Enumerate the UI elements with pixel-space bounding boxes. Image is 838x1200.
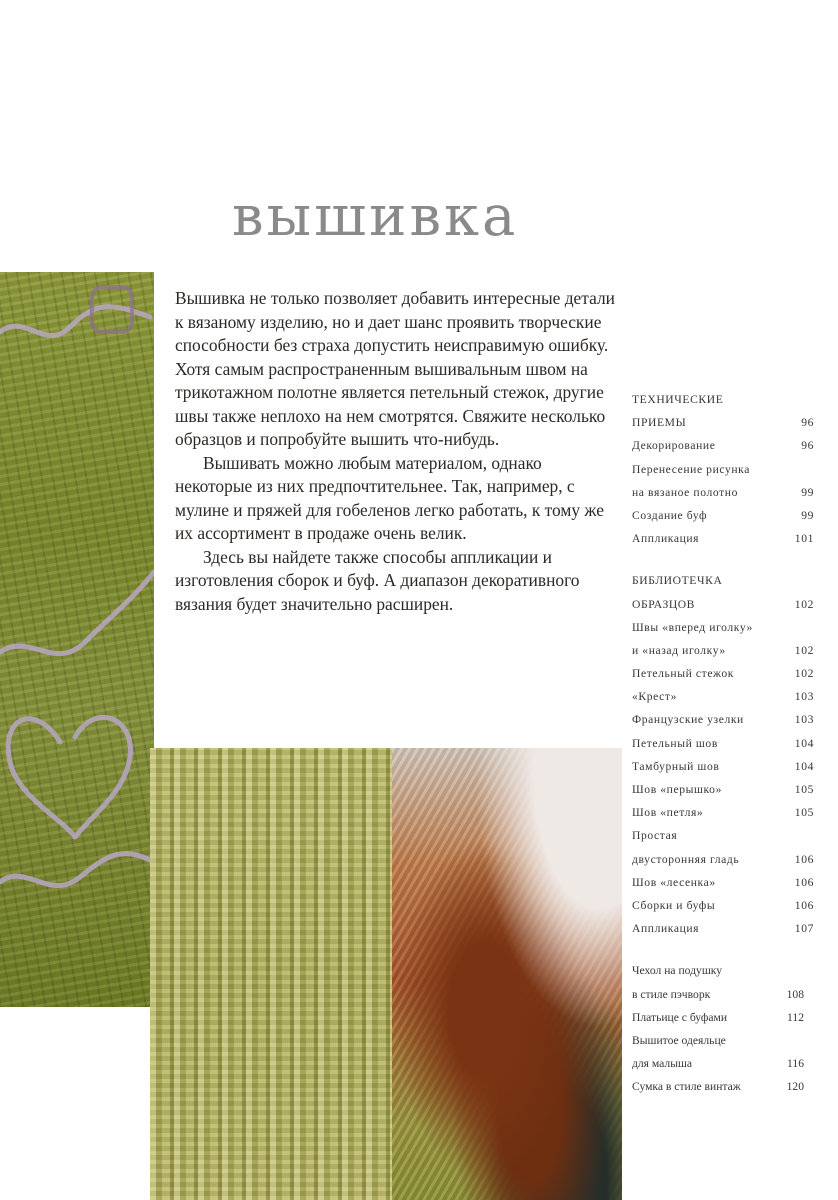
toc-section-projects — [632, 959, 804, 1098]
sage-cable-knit-photo — [150, 748, 392, 1200]
toc-entry-page: 107 — [794, 922, 814, 936]
rust-embroidery-closeup-photo — [392, 748, 622, 1200]
toc-entry-label: для малыша — [632, 1057, 693, 1071]
intro-text — [175, 287, 615, 616]
toc-entry-page: 104 — [794, 736, 814, 750]
toc-entry[interactable] — [632, 983, 804, 1006]
toc-entry-page — [808, 569, 814, 592]
toc-entry-page: 96 — [801, 416, 814, 430]
toc-entry-page — [808, 458, 814, 481]
wave-stitch-line-mid — [0, 572, 154, 654]
toc-entry-label: на вязаное полотно — [632, 485, 738, 499]
toc-entry-page: 102 — [794, 643, 814, 657]
toc-entry-page: 101 — [794, 532, 814, 546]
toc-entry-label: Тамбурный шов — [632, 759, 720, 773]
toc-entry[interactable] — [632, 732, 814, 755]
toc-entry-page: 103 — [794, 713, 814, 727]
toc-entry[interactable] — [632, 917, 814, 940]
embroidered-hearts-illustration — [0, 272, 154, 1007]
toc-entry-label: Перенесение рисунка — [632, 462, 750, 476]
toc-entry-label: Швы «вперед иголку» — [632, 620, 753, 634]
toc-entry[interactable] — [632, 685, 814, 708]
toc-entry-label: Французские узелки — [632, 713, 744, 727]
intro-paragraph-1: Вышивка не только позволяет добавить интересные детали к вязаному изделию, но и дает шанс проявить творческие способности без страха допустить неисправимую ошибку. Хотя самым распространенным вышивальным швом на трикотажном полотне является петельный стежок, другие швы также неплохо на нем смотрятся. Свяжите несколько образцов и попробуйте вышить что-нибудь. — [175, 288, 615, 449]
toc-entry-page — [808, 824, 814, 847]
intro-paragraph-2: Вышивать можно любым материалом, однако некоторые из них предпочтительнее. Так, например, с мулине и пряжей для гобеленов легко работать, к тому же их ассортимент в продаже очень велик. — [175, 452, 604, 543]
toc-entry[interactable] — [632, 504, 814, 527]
toc-entry-page — [808, 616, 814, 639]
toc-entry[interactable] — [632, 527, 814, 550]
toc-entry[interactable] — [632, 662, 814, 685]
toc-entry[interactable] — [632, 458, 814, 481]
toc-section-library — [632, 569, 814, 940]
toc-entry-page: 106 — [794, 852, 814, 866]
toc-entry[interactable] — [632, 388, 814, 411]
toc-entry-page: 103 — [794, 690, 814, 704]
toc-entry-page — [798, 1029, 804, 1052]
toc-entry-page: 106 — [794, 875, 814, 889]
page-title: вышивка — [232, 184, 519, 249]
toc-entry-label: Шов «петля» — [632, 806, 704, 820]
toc-entry-label: ОБРАЗЦОВ — [632, 597, 696, 611]
toc-entry[interactable] — [632, 481, 814, 504]
toc-entry[interactable] — [632, 848, 814, 871]
toc-entry-label: Шов «лесенка» — [632, 875, 716, 889]
toc-entry-page: 102 — [794, 597, 814, 611]
toc-entry-page: 102 — [794, 667, 814, 681]
toc-entry[interactable] — [632, 639, 814, 662]
toc-section-techniques — [632, 388, 814, 550]
toc-entry[interactable] — [632, 824, 814, 847]
wave-stitch-line-bottom — [0, 854, 154, 886]
toc-entry-label: двусторонняя гладь — [632, 852, 740, 866]
toc-entry[interactable] — [632, 434, 814, 457]
toc-entry-page: 99 — [801, 485, 814, 499]
toc-entry[interactable] — [632, 569, 814, 592]
toc-entry-label: Простая — [632, 829, 678, 843]
toc-entry-page: 116 — [787, 1057, 804, 1071]
toc-entry-label: Петельный шов — [632, 736, 718, 750]
toc-entry-label: ТЕХНИЧЕСКИЕ — [632, 393, 724, 406]
toc-entry[interactable] — [632, 616, 814, 639]
toc-entry[interactable] — [632, 1075, 804, 1098]
toc-entry-label: Аппликация — [632, 532, 700, 546]
toc-entry[interactable] — [632, 593, 814, 616]
intro-paragraph-3: Здесь вы найдете также способы аппликации и изготовления сборок и буф. А диапазон декоративного вязания будет значительно расширен. — [175, 546, 580, 614]
green-knit-embroidered-photo — [0, 272, 154, 1007]
toc-entry-page: 120 — [786, 1080, 804, 1094]
toc-entry-label: Платьице с буфами — [632, 1010, 728, 1024]
toc-entry-label: БИБЛИОТЕЧКА — [632, 574, 723, 588]
toc-entry-page: 99 — [801, 508, 814, 522]
toc-entry[interactable] — [632, 871, 814, 894]
toc-entry-label: «Крест» — [632, 690, 677, 704]
toc-entry-page: 105 — [794, 806, 814, 820]
contents-list — [632, 388, 814, 1117]
toc-entry[interactable] — [632, 1052, 804, 1075]
heart-outline — [8, 717, 130, 837]
toc-entry-label: Декорирование — [632, 439, 716, 453]
toc-entry[interactable] — [632, 894, 814, 917]
toc-entry-label: и «назад иголку» — [632, 643, 726, 657]
toc-entry-label: Петельный стежок — [632, 667, 735, 681]
toc-entry-page: 112 — [787, 1010, 804, 1024]
toc-entry-label: Чехол на подушку — [632, 964, 723, 978]
toc-entry[interactable] — [632, 708, 814, 731]
toc-entry-page: 96 — [801, 439, 814, 453]
toc-entry-label: Вышитое одеяльце — [632, 1033, 726, 1047]
toc-entry[interactable] — [632, 755, 814, 778]
toc-entry-page: 108 — [786, 987, 804, 1001]
toc-entry-page — [808, 388, 814, 411]
toc-entry[interactable] — [632, 959, 804, 982]
toc-entry-label: Сумка в стиле винтаж — [632, 1080, 741, 1094]
toc-entry-label: Шов «перышко» — [632, 783, 722, 796]
toc-entry-page: 104 — [794, 759, 814, 773]
toc-entry-label: ПРИЕМЫ — [632, 416, 687, 430]
toc-entry-page — [798, 959, 804, 982]
toc-entry-page: 105 — [794, 783, 814, 796]
toc-entry-page: 106 — [794, 898, 814, 912]
toc-entry[interactable] — [632, 778, 814, 801]
toc-entry[interactable] — [632, 1006, 804, 1029]
toc-entry[interactable] — [632, 411, 814, 434]
toc-entry-label: Аппликация — [632, 922, 700, 936]
toc-entry[interactable] — [632, 801, 814, 824]
toc-entry-label: в стиле пэчворк — [632, 987, 711, 1001]
toc-entry[interactable] — [632, 1029, 804, 1052]
toc-entry-label: Создание буф — [632, 508, 708, 522]
toc-entry-label: Сборки и буфы — [632, 898, 716, 912]
